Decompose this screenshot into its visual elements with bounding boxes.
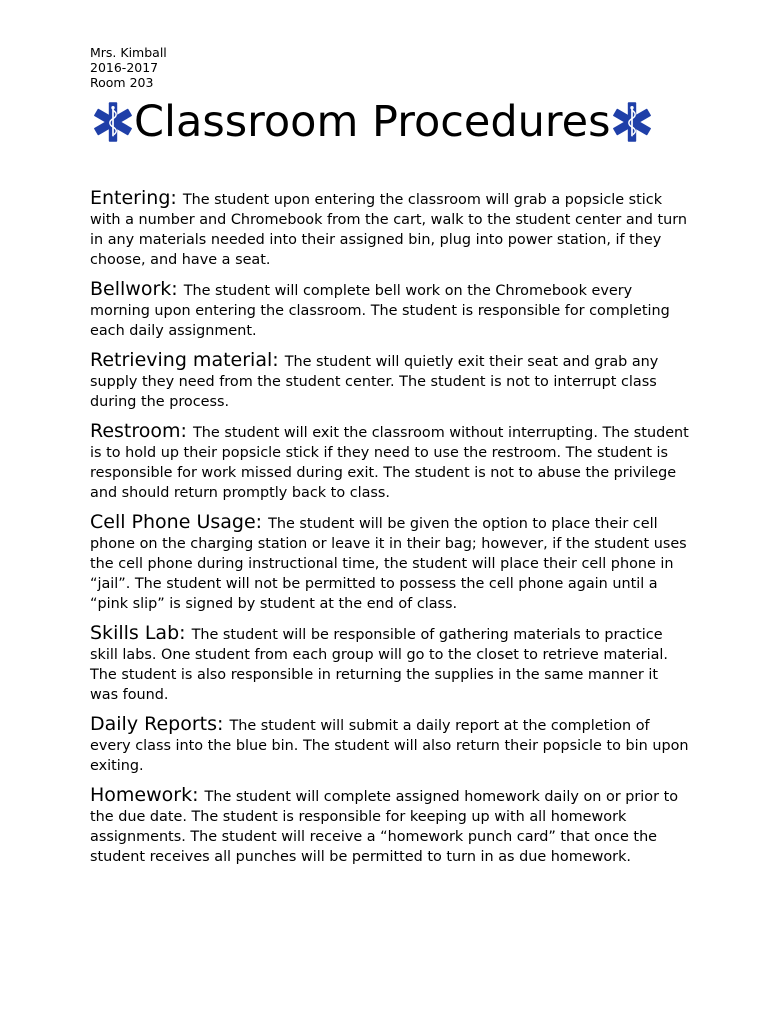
procedure-homework bbox=[90, 785, 690, 867]
title-row bbox=[92, 94, 682, 150]
procedure-restroom bbox=[90, 421, 690, 503]
procedure-retrieving-material bbox=[90, 350, 690, 412]
section-heading: Daily Reports: bbox=[90, 713, 230, 735]
room-number: Room 203 bbox=[90, 75, 154, 90]
section-heading: Cell Phone Usage: bbox=[90, 511, 269, 533]
section-heading: Bellwork: bbox=[90, 278, 184, 300]
section-body: The student upon entering the classroom will grab a popsicle stick with a number and Chromebook from the cart, walk to the student center and turn in any materials needed into their assigned bin, plug into power station, if they choose, and have a seat. bbox=[90, 192, 688, 268]
school-year: 2016-2017 bbox=[90, 60, 159, 75]
procedure-bellwork bbox=[90, 279, 690, 341]
section-body: The student will submit a daily report at the completion of every class into the blue bin. The student will also return their popsicle to bin upon exiting. bbox=[90, 718, 689, 774]
section-body: The student will be given the option to place their cell phone on the charging station or leave it in their bag; however, if the student uses the cell phone during instructional time, the student will place their cell phone in “jail”. The student will not be permitted to possess the cell phone again until a “pink slip” is signed by student at the end of class. bbox=[90, 516, 687, 612]
document-header bbox=[90, 45, 167, 90]
teacher-name: Mrs. Kimball bbox=[90, 45, 167, 60]
star-of-life-icon bbox=[611, 101, 653, 143]
section-body: The student will complete bell work on the Chromebook every morning upon entering the classroom. The student is responsible for completing each daily assignment. bbox=[90, 283, 670, 339]
section-body: The student will complete assigned homework daily on or prior to the due date. The student is responsible for keeping up with all homework assignments. The student will receive a “homework punch card” that once the student receives all punches will be permitted to turn in as due homework. bbox=[90, 789, 679, 865]
page-title: Classroom Procedures bbox=[134, 97, 611, 147]
procedure-entering bbox=[90, 188, 690, 270]
section-body: The student will quietly exit their seat and grab any supply they need from the student center. The student is not to interrupt class during the process. bbox=[90, 354, 659, 410]
section-heading: Homework: bbox=[90, 784, 205, 806]
section-heading: Skills Lab: bbox=[90, 622, 192, 644]
procedure-cell-phone-usage bbox=[90, 512, 690, 614]
star-of-life-icon bbox=[92, 101, 134, 143]
procedure-daily-reports bbox=[90, 714, 690, 776]
procedures-list bbox=[90, 188, 690, 876]
section-body: The student will be responsible of gathering materials to practice skill labs. One student from each group will go to the closet to retrieve material. The student is also responsible in returning the supplies in the same manner it was found. bbox=[90, 627, 668, 703]
section-heading: Entering: bbox=[90, 187, 183, 209]
procedure-skills-lab bbox=[90, 623, 690, 705]
section-heading: Restroom: bbox=[90, 420, 193, 442]
section-heading: Retrieving material: bbox=[90, 349, 285, 371]
section-body: The student will exit the classroom without interrupting. The student is to hold up their popsicle stick if they need to use the restroom. The student is responsible for work missed during exit. The student is not to abuse the privilege and should return promptly back to class. bbox=[90, 425, 689, 501]
